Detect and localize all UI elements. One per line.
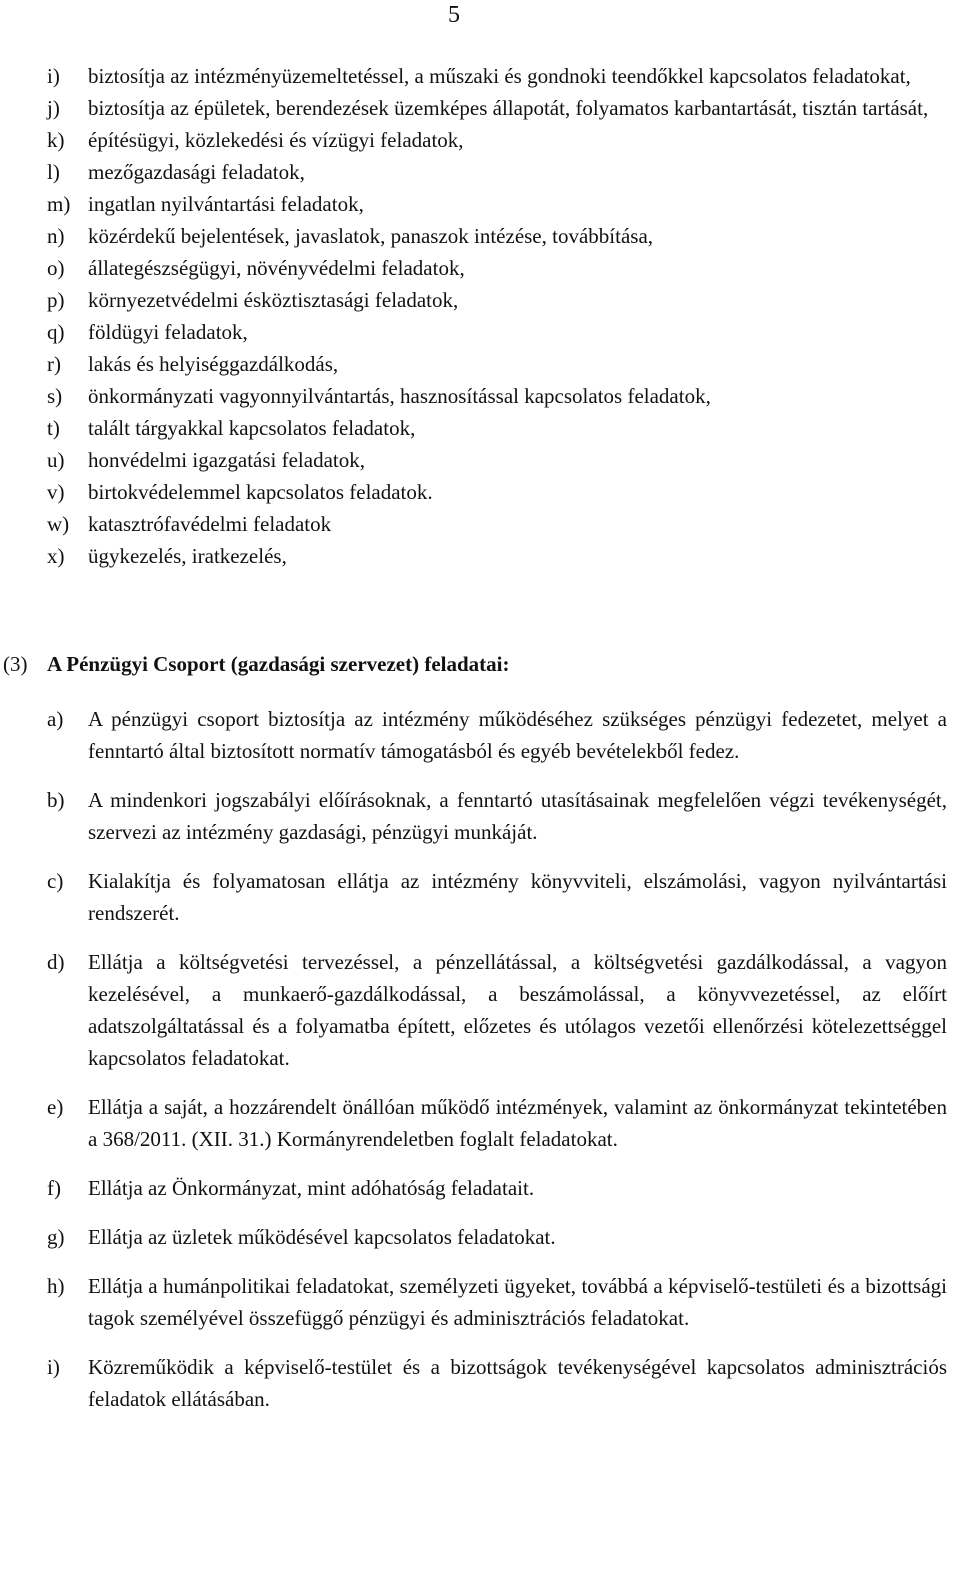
list-item-text: katasztrófavédelmi feladatok — [88, 512, 332, 536]
list-item-text: ügykezelés, iratkezelés, — [88, 544, 287, 568]
list-item — [0, 703, 960, 767]
task-list-finance — [0, 703, 960, 1432]
list-item — [0, 188, 960, 220]
list-item-label: p) — [47, 288, 65, 312]
list-item-label: c) — [47, 869, 64, 893]
list-item — [0, 60, 960, 92]
list-item-text: állategészségügyi, növényvédelmi feladatok, — [88, 256, 465, 280]
list-item — [0, 784, 960, 848]
list-item-label: l) — [47, 160, 60, 184]
list-item — [0, 220, 960, 252]
list-item — [0, 412, 960, 444]
list-item — [0, 946, 960, 1074]
list-item-text: földügyi feladatok, — [88, 320, 248, 344]
list-item-label: o) — [47, 256, 65, 280]
section-number: (3) — [3, 652, 28, 676]
list-item-label: t) — [47, 416, 60, 440]
list-item — [0, 284, 960, 316]
list-item-label: h) — [47, 1274, 65, 1298]
list-item-label: w) — [47, 512, 70, 536]
list-item-label: n) — [47, 224, 65, 248]
list-item — [0, 1172, 960, 1204]
list-item — [0, 252, 960, 284]
list-item-text: Ellátja a költségvetési tervezéssel, a pénzellátással, a költségvetési gazdálkodással, a vagyon kezelésével, a munkaerő-gazdálkodással, a beszámolással, a könyvvezetéssel, az előírt adatszolgáltatással és a folyamatba épített, előzetes és utólagos vezetői ellenőrzési kötelezettséggel kapcsolatos feladatokat. — [88, 950, 947, 1070]
task-list-general — [0, 60, 960, 572]
list-item — [0, 92, 960, 124]
section-title: A Pénzügyi Csoport (gazdasági szervezet) feladatai: — [47, 652, 510, 676]
list-item-text: biztosítja az épületek, berendezések üzemképes állapotát, folyamatos karbantartását, tisztán tartását, — [88, 96, 929, 120]
list-item-label: i) — [47, 64, 60, 88]
list-item-label: a) — [47, 707, 64, 731]
list-item — [0, 156, 960, 188]
list-item-text: talált tárgyakkal kapcsolatos feladatok, — [88, 416, 416, 440]
list-item-text: közérdekű bejelentések, javaslatok, panaszok intézése, továbbítása, — [88, 224, 654, 248]
list-item-text: önkormányzati vagyonnyilvántartás, hasznosítással kapcsolatos feladatok, — [88, 384, 711, 408]
list-item-label: k) — [47, 128, 65, 152]
list-item-text: mezőgazdasági feladatok, — [88, 160, 305, 184]
list-item — [0, 380, 960, 412]
list-item — [0, 865, 960, 929]
list-item-label: e) — [47, 1095, 64, 1119]
list-item — [0, 1221, 960, 1253]
list-item-text: A pénzügyi csoport biztosítja az intézmény működéséhez szükséges pénzügyi fedezetet, melyet a fenntartó által biztosított normatív támogatásból és egyéb bevételekből fedez. — [88, 707, 947, 763]
list-item-label: f) — [47, 1176, 61, 1200]
list-item-label: q) — [47, 320, 65, 344]
list-item-label: j) — [47, 96, 60, 120]
list-item-text: Ellátja a humánpolitikai feladatokat, személyzeti ügyeket, továbbá a képviselő-testületi és a bizottsági tagok személyével összefüggő pénzügyi és adminisztrációs feladatokat. — [88, 1274, 947, 1330]
list-item-text: építésügyi, közlekedési és vízügyi feladatok, — [88, 128, 464, 152]
list-item-label: m) — [47, 192, 71, 216]
list-item — [0, 1351, 960, 1415]
list-item-label: v) — [47, 480, 65, 504]
list-item-label: d) — [47, 950, 65, 974]
list-item-text: Közreműködik a képviselő-testület és a bizottságok tevékenységével kapcsolatos adminisztrációs feladatok ellátásában. — [88, 1355, 947, 1411]
list-item-text: ingatlan nyilvántartási feladatok, — [88, 192, 364, 216]
list-item-label: b) — [47, 788, 65, 812]
list-item — [0, 444, 960, 476]
list-item — [0, 348, 960, 380]
list-item-text: biztosítja az intézményüzemeltetéssel, a műszaki és gondnoki teendőkkel kapcsolatos feladatokat, — [88, 64, 911, 88]
list-item-label: g) — [47, 1225, 65, 1249]
list-item — [0, 124, 960, 156]
list-item-label: i) — [47, 1355, 60, 1379]
list-item-text: honvédelmi igazgatási feladatok, — [88, 448, 365, 472]
list-item-text: Kialakítja és folyamatosan ellátja az intézmény könyvviteli, elszámolási, vagyon nyilvántartási rendszerét. — [88, 869, 947, 925]
list-item-text: A mindenkori jogszabályi előírásoknak, a fenntartó utasításainak megfelelően végzi tevékenységét, szervezi az intézmény gazdasági, pénzügyi munkáját. — [88, 788, 947, 844]
list-item-text: Ellátja a saját, a hozzárendelt önállóan működő intézmények, valamint az önkormányzat tekintetében a 368/2011. (XII. 31.) Kormányrendeletben foglalt feladatokat. — [88, 1095, 947, 1151]
list-item — [0, 316, 960, 348]
list-item-text: birtokvédelemmel kapcsolatos feladatok. — [88, 480, 433, 504]
list-item — [0, 1091, 960, 1155]
list-item — [0, 476, 960, 508]
page-number: 5 — [448, 2, 460, 28]
list-item-text: Ellátja az Önkormányzat, mint adóhatóság feladatait. — [88, 1176, 535, 1200]
list-item-text: környezetvédelmi ésköztisztasági feladatok, — [88, 288, 459, 312]
list-item-label: u) — [47, 448, 65, 472]
list-item-text: Ellátja az üzletek működésével kapcsolatos feladatokat. — [88, 1225, 556, 1249]
list-item-label: r) — [47, 352, 61, 376]
list-item — [0, 1270, 960, 1334]
list-item-label: s) — [47, 384, 63, 408]
list-item-text: lakás és helyiséggazdálkodás, — [88, 352, 339, 376]
list-item — [0, 540, 960, 572]
list-item — [0, 508, 960, 540]
list-item-label: x) — [47, 544, 65, 568]
